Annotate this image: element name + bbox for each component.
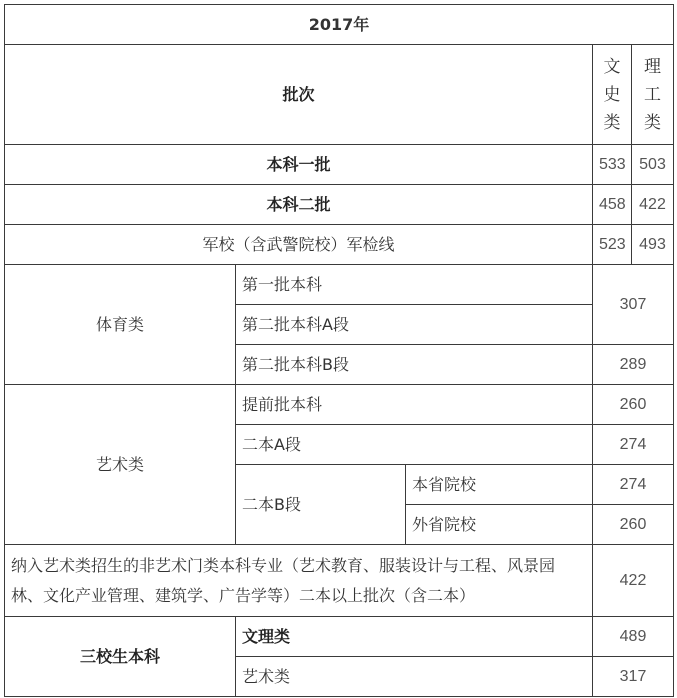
non-art-score: 422 [593,545,674,617]
art-score: 260 [593,505,674,545]
ligong-score: 503 [632,145,674,185]
wenshi-score: 523 [593,225,632,265]
art-batch-label: 提前批本科 [236,385,593,425]
wenshi-char: 类 [603,112,621,133]
sports-batch-label: 第一批本科 [236,265,593,305]
year-title: 2017年 [5,5,674,45]
three-school-category: 三校生本科 [5,617,236,697]
art-b-section-label: 二本B段 [236,465,406,545]
wenshi-header [593,45,632,145]
ligong-char: 工 [644,84,662,105]
wenshi-char: 文 [603,56,621,77]
table-row [5,545,674,617]
sports-batch-label: 第二批本科B段 [236,345,593,385]
admission-score-table [4,4,674,697]
batch-header: 批次 [5,45,593,145]
wenshi-score: 458 [593,185,632,225]
sports-score: 289 [593,345,674,385]
batch-label: 本科二批 [5,185,593,225]
table-row [5,225,674,265]
ligong-char: 理 [644,56,662,77]
three-school-score: 489 [593,617,674,657]
ligong-score: 493 [632,225,674,265]
batch-label: 本科一批 [5,145,593,185]
sports-shared-score: 307 [593,265,674,345]
table-row [5,145,674,185]
art-school-label: 外省院校 [406,505,593,545]
three-school-label: 艺术类 [236,657,593,697]
non-art-label: 纳入艺术类招生的非艺术门类本科专业（艺术教育、服装设计与工程、风景园林、文化产业管理、建筑学、广告学等）二本以上批次（含二本） [5,545,593,617]
art-batch-label: 二本A段 [236,425,593,465]
art-score: 274 [593,465,674,505]
batch-label: 军校（含武警院校）军检线 [5,225,593,265]
three-school-score: 317 [593,657,674,697]
table-row [5,385,674,425]
art-school-label: 本省院校 [406,465,593,505]
table-row [5,265,674,305]
art-category: 艺术类 [5,385,236,545]
table-row [5,185,674,225]
ligong-char: 类 [644,112,662,133]
wenshi-char: 史 [603,84,621,105]
ligong-score: 422 [632,185,674,225]
header-row [5,45,674,145]
art-score: 274 [593,425,674,465]
three-school-label: 文理类 [236,617,593,657]
art-score: 260 [593,385,674,425]
year-row [5,5,674,45]
wenshi-score: 533 [593,145,632,185]
ligong-header [632,45,674,145]
sports-batch-label: 第二批本科A段 [236,305,593,345]
table-row [5,617,674,657]
sports-category: 体育类 [5,265,236,385]
